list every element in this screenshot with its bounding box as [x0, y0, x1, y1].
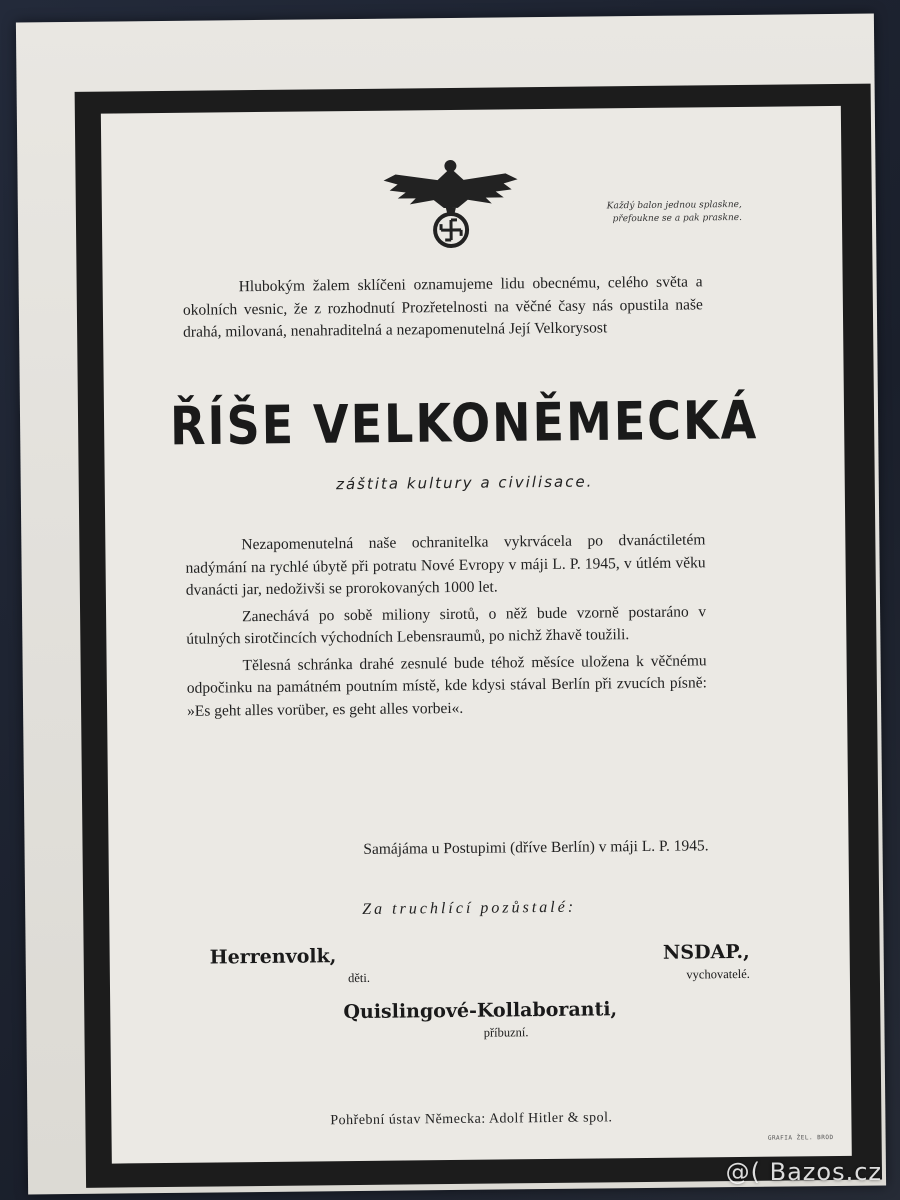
motto-line-1: Každý balon jednou splaskne, — [606, 199, 742, 212]
eagle-emblem-icon — [375, 149, 526, 251]
intro-paragraph: Hlubokým žalem sklíčeni oznamujeme lidu obecnému, celého světa a okolních vesnic, že z rozhodnutí Prozřetelnosti na věčné časy nás opustila naše drahá, milovaná, nenahraditelná a nezapomenutelná Její Velkorysost — [182, 273, 703, 341]
mourner-kollaboranti — [320, 998, 640, 1042]
mourner-nsdap — [590, 941, 750, 984]
body-text — [185, 529, 707, 726]
mourner-role: děti. — [347, 970, 370, 986]
mourners-heading: Za truchlící pozůstalé: — [362, 898, 577, 918]
mourner-herrenvolk — [210, 945, 370, 988]
printer-mark: GRAFIA ŽEL. BROD — [767, 1134, 834, 1142]
mourner-role: vychovatelé. — [686, 966, 750, 982]
main-title: ŘÍŠE VELKONĚMECKÁ — [169, 388, 759, 458]
body-paragraph: Zanechává po sobě miliony sirotů, o něž bude vzorně postaráno v útulných sirotčincích východních Lebensraumů, po nichž žhavě toužili. — [186, 602, 707, 648]
subtitle: záštita kultury a civilisace. — [335, 472, 594, 494]
mourner-name: Quislingové-Kollaboranti, — [343, 998, 618, 1024]
site-watermark: @( Bazos.cz — [725, 1158, 882, 1186]
mourning-border-frame — [75, 84, 882, 1188]
satirical-motto — [532, 199, 742, 227]
mourner-name: Herrenvolk, — [209, 945, 337, 969]
place-and-date: Samájáma u Postupimi (dříve Berlín) v máji L. P. 1945. — [363, 837, 709, 858]
mourner-name: NSDAP., — [662, 940, 750, 964]
paper-sheet — [16, 14, 886, 1195]
funeral-home-line: Pohřební ústav Německa: Adolf Hitler & spol. — [330, 1110, 613, 1129]
motto-line-2: přefoukne se a pak praskne. — [612, 212, 743, 225]
body-paragraph: Nezapomenutelná naše ochranitelka vykrvácela po dvanáctiletém nadýmání na rychlé úbytě při potratu Nové Evropy v máji L. P. 1945, v útlém věku dvanácti jar, nedoživši se prorokovaných 1000 let. — [185, 531, 706, 599]
notice-content — [101, 106, 852, 1164]
body-paragraph: Tělesná schránka drahé zesnulé bude téhož měsíce uložena k věčnému odpočinku na památném poutním místě, kde kdysi stával Berlín při zvucích písně: »Es geht alles vorüber, es geht alles vorbei«. — [186, 651, 707, 720]
mourner-role: příbuzní. — [483, 1025, 529, 1040]
